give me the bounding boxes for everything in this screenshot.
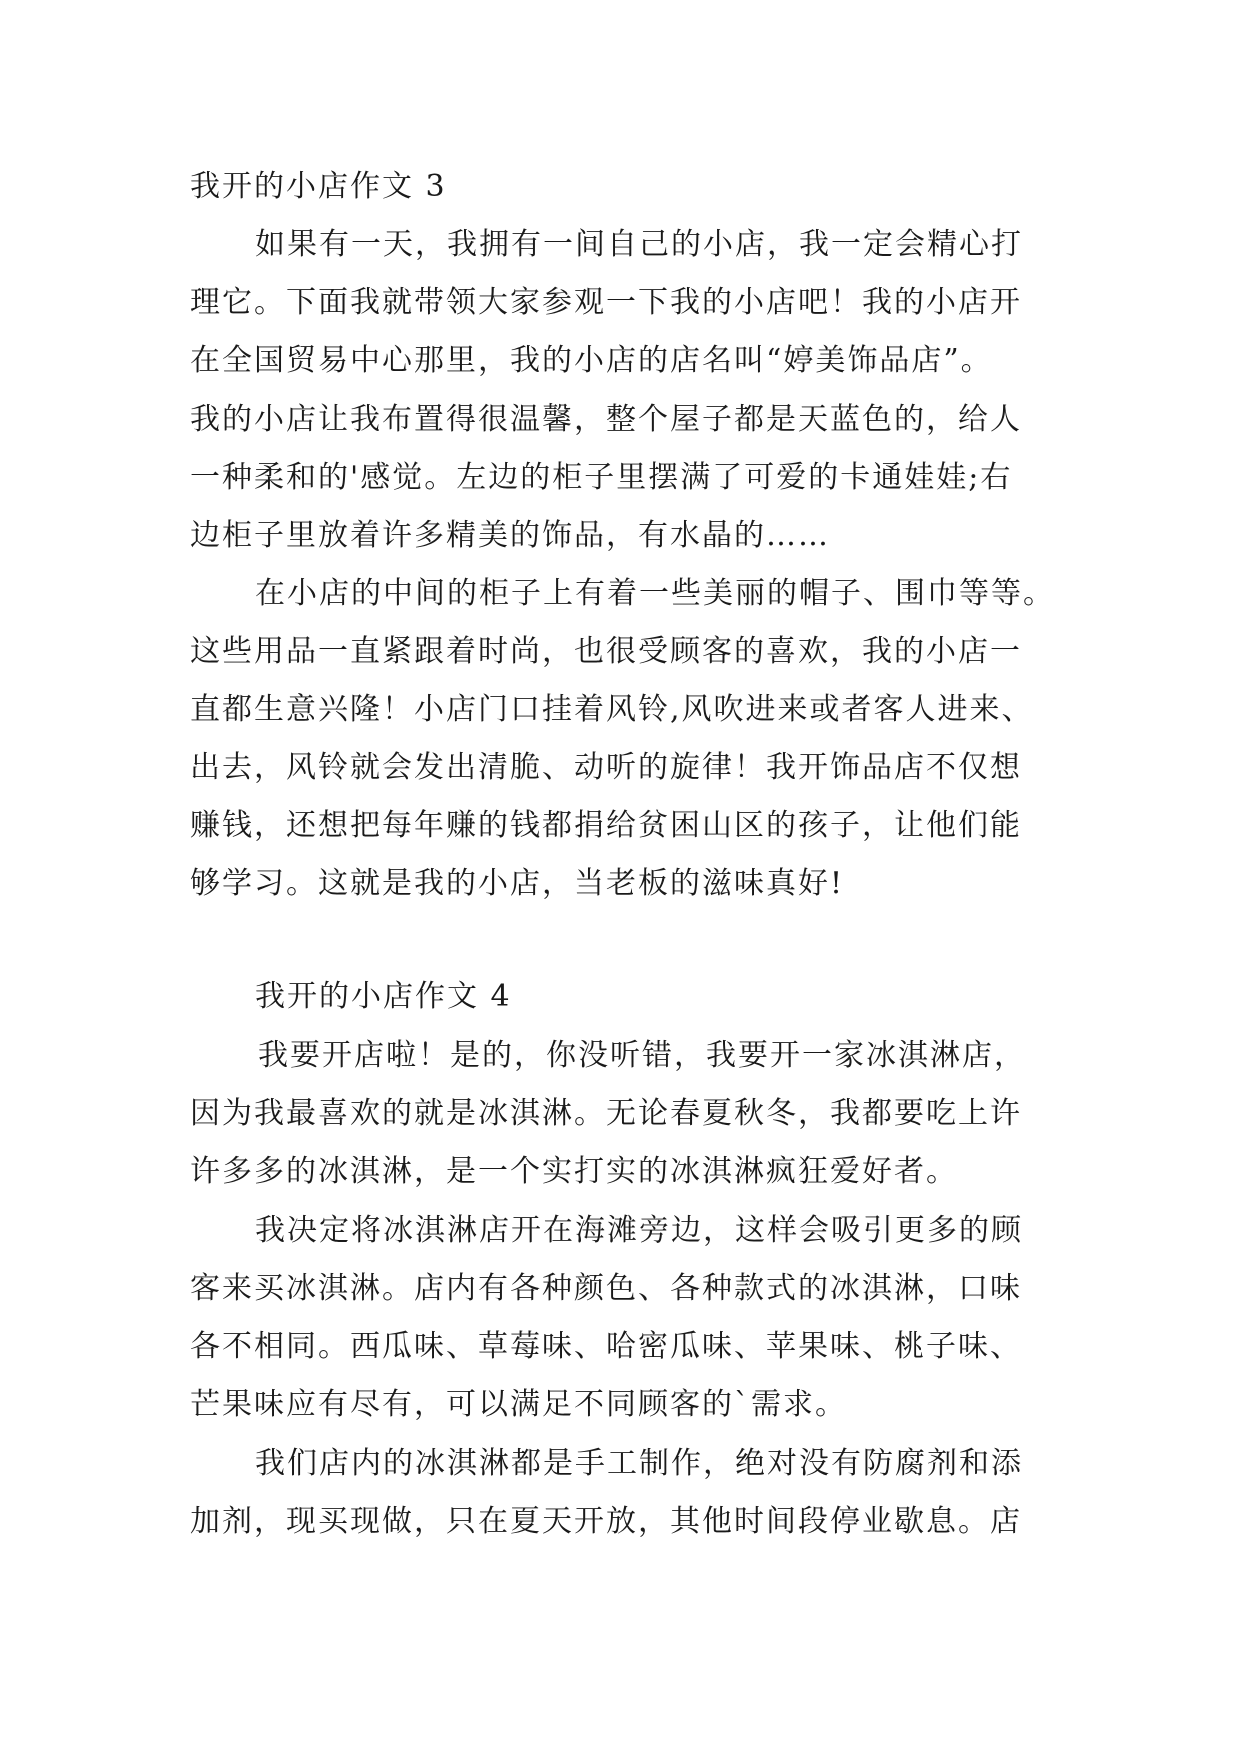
essay4-line-3: 许多多的冰淇淋，是一个实打实的冰淇淋疯狂爱好者。 <box>190 1154 958 1189</box>
essay4-line-9: 加剂，现买现做，只在夏天开放，其他时间段停业歇息。店 <box>190 1504 1022 1539</box>
essay3-line-1: 如果有一天，我拥有一间自己的小店，我一定会精心打 <box>255 227 1023 262</box>
essay4-line-7: 芒果味应有尽有，可以满足不同顾客的`需求。 <box>190 1387 847 1422</box>
essay4-line-4: 我决定将冰淇淋店开在海滩旁边，这样会吸引更多的顾 <box>255 1213 1023 1248</box>
essay3-title: 我开的小店作文 3 <box>190 169 447 204</box>
essay4-line-6: 各不相同。西瓜味、草莓味、哈密瓜味、苹果味、桃子味、 <box>190 1329 1022 1364</box>
essay4-line-2: 因为我最喜欢的就是冰淇淋。无论春夏秋冬，我都要吃上许 <box>190 1096 1022 1131</box>
essay3-line-12: 够学习。这就是我的小店，当老板的滋味真好! <box>190 866 845 901</box>
essay3-line-9: 直都生意兴隆！小店门口挂着风铃,风吹进来或者客人进来、 <box>190 692 1034 727</box>
essay3-line-10: 出去，风铃就会发出清脆、动听的旋律！我开饰品店不仅想 <box>190 750 1022 785</box>
essay3-line-11: 赚钱，还想把每年赚的钱都捐给贫困山区的孩子，让他们能 <box>190 808 1022 843</box>
essay3-line-3: 在全国贸易中心那里，我的小店的店名叫“婷美饰品店”。 <box>190 343 993 378</box>
essay3-line-4: 我的小店让我布置得很温馨，整个屋子都是天蓝色的，给人 <box>190 402 1022 437</box>
essay3-line-6: 边柜子里放着许多精美的饰品，有水晶的…… <box>190 518 830 553</box>
essay3-line-7: 在小店的中间的柜子上有着一些美丽的帽子、围巾等等。 <box>255 576 1055 611</box>
essay4-line-1: 我要开店啦！是的，你没听错，我要开一家冰淇淋店， <box>258 1038 1026 1073</box>
essay3-line-5: 一种柔和的'感觉。左边的柜子里摆满了可爱的卡通娃娃;右 <box>190 460 1013 495</box>
essay3-line-2: 理它。下面我就带领大家参观一下我的小店吧！我的小店开 <box>190 285 1022 320</box>
essay3-line-8: 这些用品一直紧跟着时尚，也很受顾客的喜欢，我的小店一 <box>190 634 1022 669</box>
essay4-line-8: 我们店内的冰淇淋都是手工制作，绝对没有防腐剂和添 <box>255 1446 1023 1481</box>
essay4-line-5: 客来买冰淇淋。店内有各种颜色、各种款式的冰淇淋，口味 <box>190 1271 1022 1306</box>
essay4-title: 我开的小店作文 4 <box>255 979 512 1014</box>
